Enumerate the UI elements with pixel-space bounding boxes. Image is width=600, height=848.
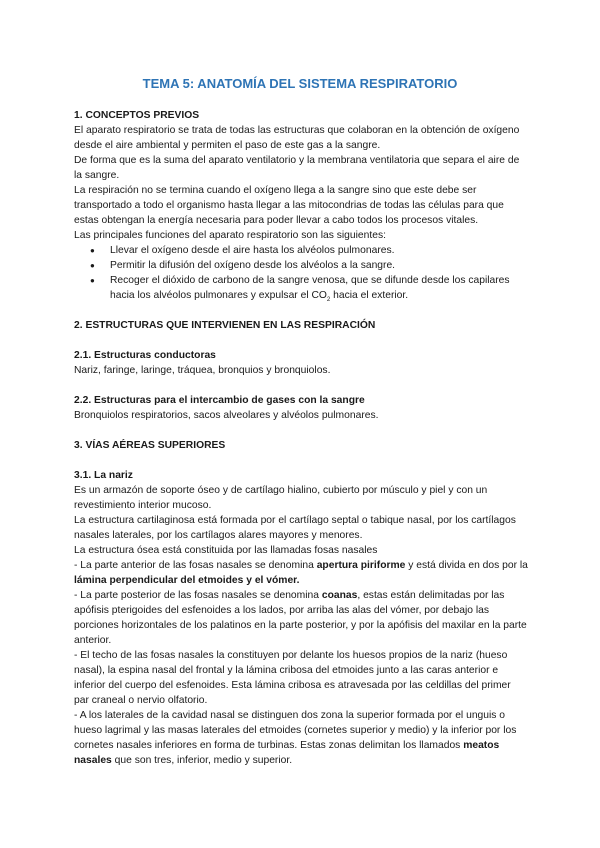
text-run: - A los laterales de la cavidad nasal se distinguen dos zona la superior formada por el unguis o hueso lagrimal y las masas laterales del etmoides (cornetes superior y medio) y la inferior por los cornetes nasales inferiores en forma de turbinas. Estas zonas delimitan los llamados xyxy=(74,710,517,751)
text-run: - La parte anterior de las fosas nasales se denomina xyxy=(74,560,317,571)
text-run: , estas están delimitadas por las apófisis pterigoides del esfenoides a los lados, por arriba las alas del vómer, por debajo las porciones horizontales de los palatinos en la parte posterior, y por la apófisis del maxilar en la parte anterior. xyxy=(74,590,527,646)
section-heading-1: 1. CONCEPTOS PREVIOS xyxy=(74,110,200,121)
list-item-text: Recoger el dióxido de carbono de la sangre venosa, que se difunde desde los capilares hacia los alvéolos pulmonares y expulsar el CO xyxy=(110,275,510,301)
section-heading-2: 2. ESTRUCTURAS QUE INTERVIENEN EN LAS RESPIRACIÓN xyxy=(74,320,376,331)
paragraph: La respiración no se termina cuando el oxígeno llega a la sangre sino que este debe ser transportado a todo el organismo hasta llegar a las mitocondrias de todas las células para que estas obtengan la energía necesaria para poder llevar a cabo todos los procesos vitales. xyxy=(74,185,504,226)
paragraph: Nariz, faringe, laringe, tráquea, bronquios y bronquiolos. xyxy=(74,365,331,376)
text-run: y está divida en dos por la xyxy=(405,560,528,571)
paragraph: La estructura cartilaginosa está formada por el cartílago septal o tabique nasal, por los cartílagos nasales laterales, por los cartílagos alares mayores y menores. xyxy=(74,515,516,541)
text-run: que son tres, inferior, medio y superior. xyxy=(111,755,293,766)
section-heading-3: 3. VÍAS AÉREAS SUPERIORES xyxy=(74,440,226,451)
bold-term: meatos nasales xyxy=(74,740,500,766)
paragraph xyxy=(74,558,528,588)
subsection-heading: 3.1. La nariz xyxy=(74,470,133,481)
list-item-text: hacia el exterior. xyxy=(330,290,409,301)
paragraph xyxy=(74,588,528,648)
paragraph xyxy=(74,708,528,768)
bold-term: coanas xyxy=(321,590,358,601)
list-item: ● Llevar el oxígeno desde el aire hasta los alvéolos pulmonares. xyxy=(74,243,528,258)
bold-term: apertura piriforme xyxy=(316,560,406,571)
text-run: - La parte posterior de las fosas nasales se denomina xyxy=(74,590,322,601)
paragraph: Las principales funciones del aparato respiratorio son las siguientes: xyxy=(74,230,386,241)
subscript: 2 xyxy=(326,297,331,304)
subsection-heading: 2.1. Estructuras conductoras xyxy=(74,350,216,361)
bold-term: lámina perpendicular del etmoides y el vómer. xyxy=(74,575,300,586)
paragraph: El aparato respiratorio se trata de todas las estructuras que colaboran en la obtención de oxígeno desde el aire ambiental y permiten el paso de este gas a la sangre. xyxy=(74,125,520,151)
paragraph: - El techo de las fosas nasales la constituyen por delante los huesos propios de la nariz (hueso nasal), la espina nasal del frontal y la lámina cribosa del etmoides junto a las caras anterior e inferior del cuerpo del esfenoides. Esta lámina cribosa es atravesada por las celdillas del primer par craneal o nervio olfatorio. xyxy=(74,650,511,706)
list-item xyxy=(74,273,528,303)
paragraph: La estructura ósea está constituida por las llamadas fosas nasales xyxy=(74,545,378,556)
document-body xyxy=(74,108,528,768)
list-item: ● Permitir la difusión del oxígeno desde los alvéolos a la sangre. xyxy=(74,258,528,273)
subsection-heading: 2.2. Estructuras para el intercambio de gases con la sangre xyxy=(74,395,365,406)
functions-list xyxy=(74,243,528,303)
document-title: TEMA 5: ANATOMÍA DEL SISTEMA RESPIRATORIO xyxy=(142,76,458,91)
paragraph: Bronquiolos respiratorios, sacos alveolares y alvéolos pulmonares. xyxy=(74,410,379,421)
paragraph: De forma que es la suma del aparato ventilatorio y la membrana ventilatoria que separa el aire de la sangre. xyxy=(74,155,520,181)
paragraph: Es un armazón de soporte óseo y de cartílago hialino, cubierto por músculo y piel y con un revestimiento interior mucoso. xyxy=(74,485,488,511)
